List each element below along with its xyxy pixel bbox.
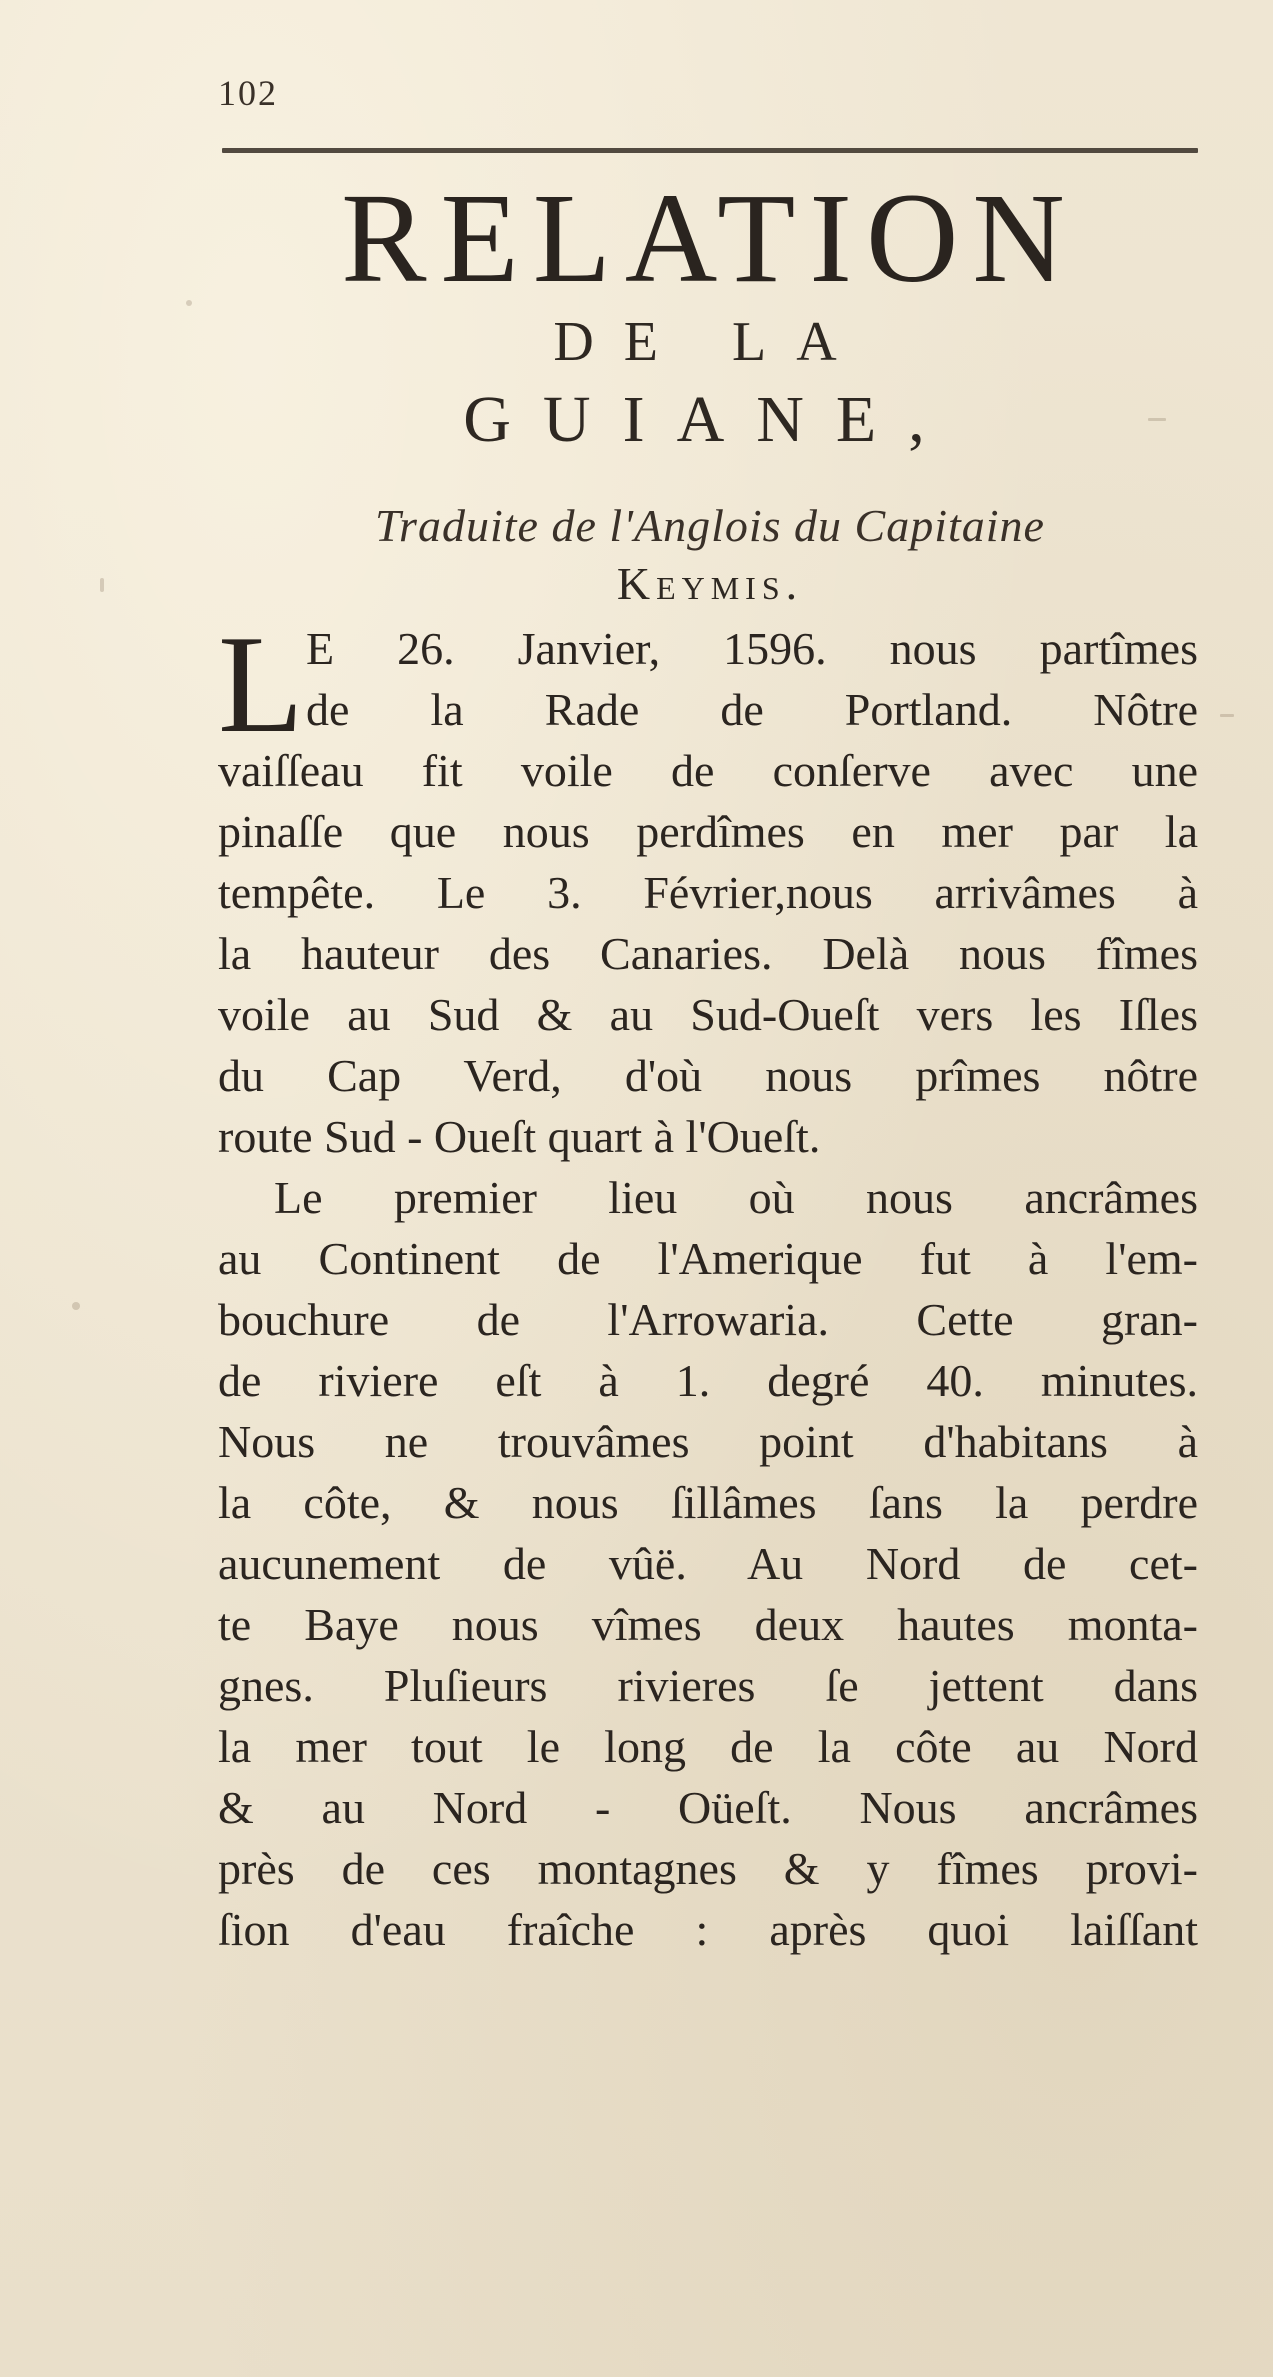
text-line: & au Nord - Oüeſt. Nous ancrâmes bbox=[218, 1782, 1198, 1833]
chapter-subtitle-de-la: DE LA bbox=[553, 311, 867, 373]
body-text bbox=[218, 607, 1198, 1960]
text-line: E 26. Janvier, 1596. nous partîmes bbox=[306, 623, 1198, 674]
text-line: Le premier lieu où nous ancrâmes bbox=[274, 1172, 1198, 1223]
text-line: au Continent de l'Amerique fut à l'em- bbox=[218, 1233, 1198, 1284]
text-line: vaiſſeau fit voile de conſerve avec une bbox=[218, 745, 1198, 796]
header-rule bbox=[222, 148, 1198, 153]
text-line: gnes. Pluſieurs rivieres ſe jettent dans bbox=[218, 1660, 1198, 1711]
text-line: de riviere eſt à 1. degré 40. minutes. bbox=[218, 1355, 1198, 1406]
paper-speck bbox=[1148, 418, 1166, 421]
chapter-subtitle-guiane: GUIANE, bbox=[463, 383, 957, 456]
text-line: ſion d'eau fraîche : après quoi laiſſant bbox=[218, 1904, 1198, 1955]
text-line: du Cap Verd, d'où nous prîmes nôtre bbox=[218, 1050, 1198, 1101]
text-line: te Baye nous vîmes deux hautes monta- bbox=[218, 1599, 1198, 1650]
text-line: la côte, & nous ſillâmes ſans la perdre bbox=[218, 1477, 1198, 1528]
chapter-title: RELATION bbox=[341, 167, 1079, 309]
text-line: voile au Sud & au Sud-Oueſt vers les Iſles bbox=[218, 989, 1198, 1040]
author-name: Keymis. bbox=[616, 558, 804, 609]
text-line: près de ces montagnes & y fîmes provi- bbox=[218, 1843, 1198, 1894]
translation-credit: Traduite de l'Anglois du Capitaine bbox=[375, 500, 1045, 551]
text-line: Nous ne trouvâmes point d'habitans à bbox=[218, 1416, 1198, 1467]
text-line: pinaſſe que nous perdîmes en mer par la bbox=[218, 806, 1198, 857]
paper-speck bbox=[100, 578, 104, 592]
page-number: 102 bbox=[218, 73, 278, 113]
text-line: la hauteur des Canaries. Delà nous fîmes bbox=[218, 928, 1198, 979]
paper-speck bbox=[186, 300, 192, 306]
body-lines bbox=[218, 607, 1198, 1960]
text-line: aucunement de vûë. Au Nord de cet- bbox=[218, 1538, 1198, 1589]
text-line: la mer tout le long de la côte au Nord bbox=[218, 1721, 1198, 1772]
drop-cap-letter: L bbox=[218, 607, 304, 762]
text-line: route Sud - Oueſt quart à l'Oueſt. bbox=[218, 1111, 821, 1162]
paper-speck bbox=[72, 1302, 80, 1310]
text-line: bouchure de l'Arrowaria. Cette gran- bbox=[218, 1294, 1198, 1345]
text-line: de la Rade de Portland. Nôtre bbox=[306, 684, 1198, 735]
paper-speck bbox=[1220, 714, 1234, 717]
text-line: tempête. Le 3. Février,nous arrivâmes à bbox=[218, 867, 1198, 918]
